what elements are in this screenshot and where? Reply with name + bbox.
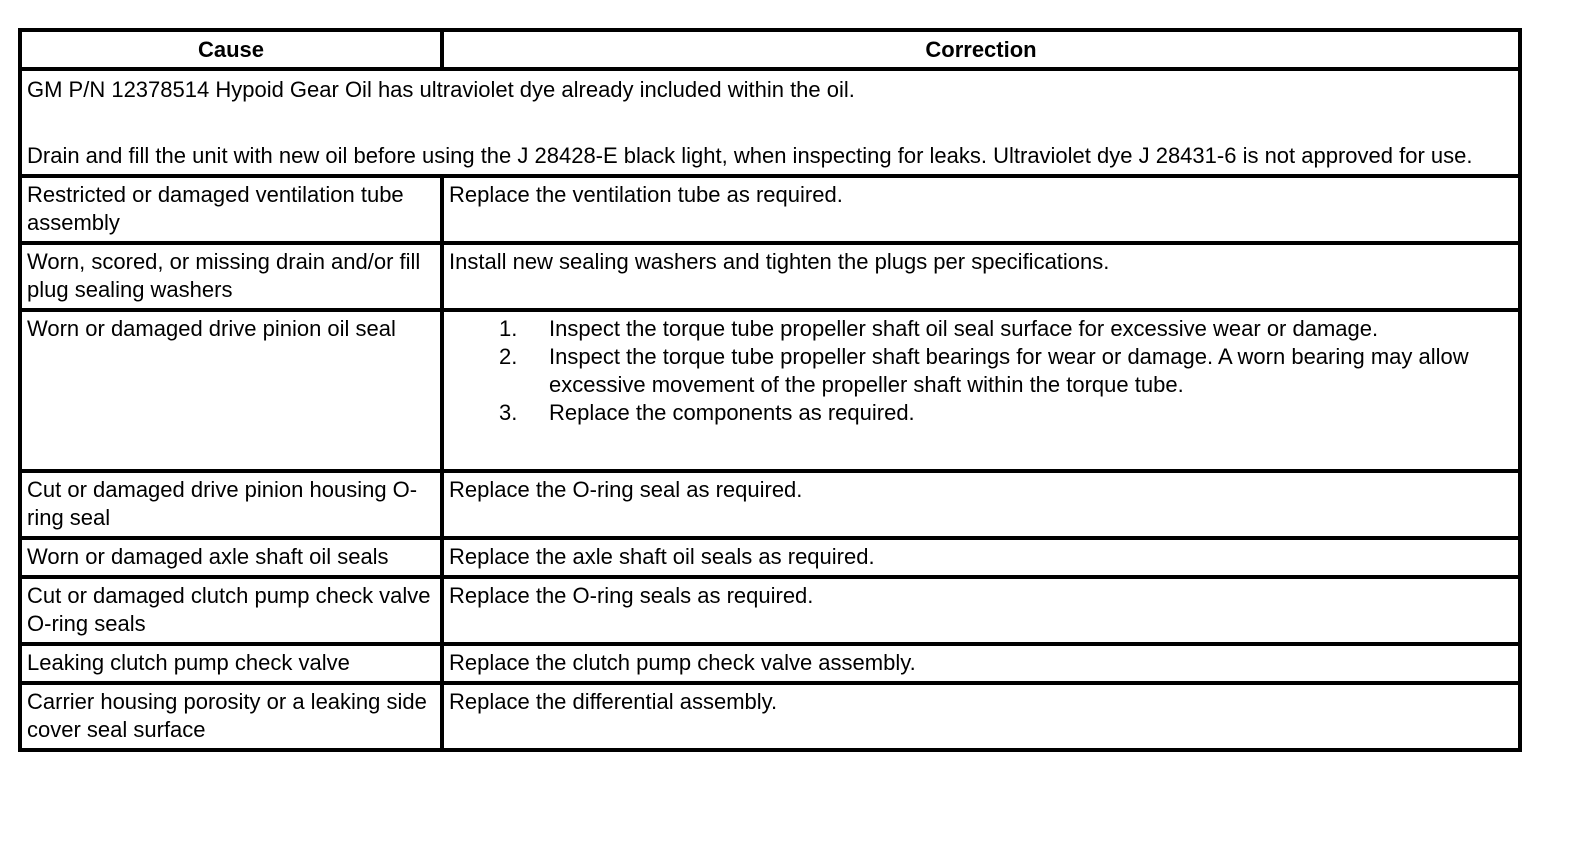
cause-cell: Cut or damaged clutch pump check valve O-ring seals	[20, 577, 442, 644]
step-text: Inspect the torque tube propeller shaft bearings for wear or damage. A worn bearing may allow excessive movement of the propeller shaft within the torque tube.	[549, 344, 1469, 397]
step-number: 3.	[499, 400, 518, 425]
table-row	[20, 538, 1520, 577]
step-number: 1.	[499, 316, 518, 341]
cause-cell: Worn, scored, or missing drain and/or fill plug sealing washers	[20, 243, 442, 310]
note-row	[20, 69, 1520, 176]
cause-cell: Leaking clutch pump check valve	[20, 644, 442, 683]
table-row	[20, 310, 1520, 471]
step-text: Inspect the torque tube propeller shaft oil seal surface for excessive wear or damage.	[549, 316, 1379, 341]
diagnostic-table-container	[18, 28, 1518, 752]
correction-cell: Replace the axle shaft oil seals as required.	[442, 538, 1520, 577]
cause-column-header: Cause	[20, 30, 442, 69]
cause-cell: Cut or damaged drive pinion housing O-ring seal	[20, 471, 442, 538]
note-line-1: GM P/N 12378514 Hypoid Gear Oil has ultraviolet dye already included within the oil.	[27, 77, 855, 102]
correction-cell: Replace the clutch pump check valve assembly.	[442, 644, 1520, 683]
table-row	[20, 243, 1520, 310]
table-row	[20, 471, 1520, 538]
cause-cell: Worn or damaged axle shaft oil seals	[20, 538, 442, 577]
table-row	[20, 644, 1520, 683]
table-row	[20, 577, 1520, 644]
cause-cell: Restricted or damaged ventilation tube assembly	[20, 176, 442, 243]
correction-cell: Replace the ventilation tube as required.	[442, 176, 1520, 243]
correction-cell: Replace the O-ring seal as required.	[442, 471, 1520, 538]
note-cell	[20, 69, 1520, 176]
correction-step	[449, 343, 1514, 399]
table-row	[20, 176, 1520, 243]
step-number: 2.	[499, 344, 518, 369]
step-text: Replace the components as required.	[549, 400, 915, 425]
table-row	[20, 683, 1520, 750]
note-spacer	[27, 104, 1514, 142]
correction-cell: Replace the O-ring seals as required.	[442, 577, 1520, 644]
correction-step	[449, 315, 1514, 343]
cause-cell: Carrier housing porosity or a leaking side cover seal surface	[20, 683, 442, 750]
correction-steps-list	[449, 315, 1514, 427]
correction-step	[449, 399, 1514, 427]
correction-cell: Replace the differential assembly.	[442, 683, 1520, 750]
header-row	[20, 30, 1520, 69]
cause-correction-table	[18, 28, 1522, 752]
correction-column-header: Correction	[442, 30, 1520, 69]
correction-cell	[442, 310, 1520, 471]
cause-cell: Worn or damaged drive pinion oil seal	[20, 310, 442, 471]
correction-cell: Install new sealing washers and tighten the plugs per specifications.	[442, 243, 1520, 310]
note-line-2: Drain and fill the unit with new oil before using the J 28428-E black light, when inspecting for leaks. Ultraviolet dye J 28431-6 is not approved for use.	[27, 143, 1473, 168]
